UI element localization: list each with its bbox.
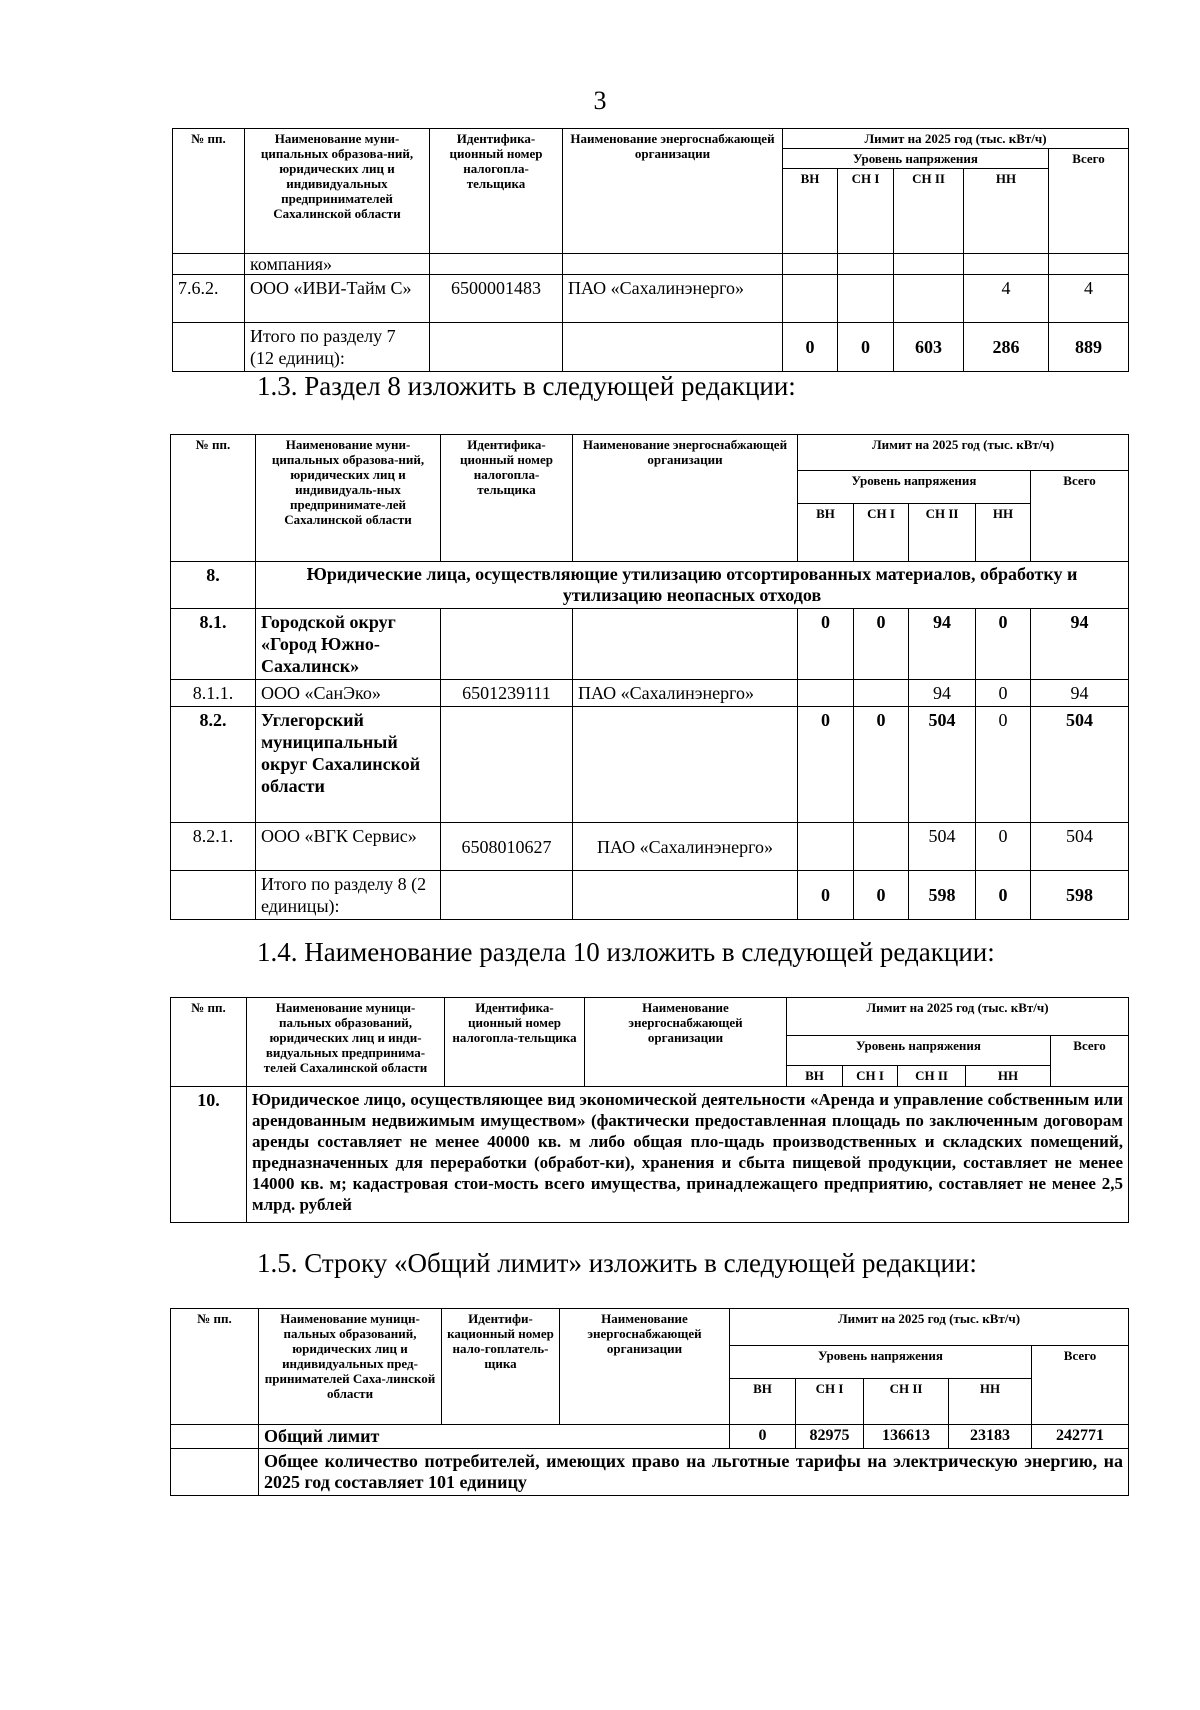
cell-sn2: 94 [909,609,976,680]
cell-num: 8.2. [171,707,256,823]
header-nn: НН [976,504,1031,562]
cell-nn: 0 [976,707,1031,823]
cell-vn: 0 [730,1425,796,1449]
cell-sn2: 504 [909,707,976,823]
cell-sn2: 603 [894,323,964,372]
table-total-limit [170,1308,1129,1496]
cell-sn1: 0 [838,323,894,372]
header-sn1: СН I [838,169,894,254]
cell-sn2: 598 [909,871,976,920]
header-level: Уровень напряжения [798,471,1031,504]
header-sn2: СН II [898,1066,966,1087]
cell-inn: 6500001483 [430,275,563,323]
heading-section-10: 1.4. Наименование раздела 10 изложить в следующей редакции: [257,937,995,967]
cell-vn: 0 [798,609,854,680]
cell-org: ПАО «Сахалинэнерго» [563,275,783,323]
page-number: 3 [593,86,607,115]
cell-org: ПАО «Сахалинэнерго» [573,823,798,871]
cell-nn: 286 [964,323,1049,372]
cell-total: 94 [1031,680,1129,707]
cell-vn: 0 [798,707,854,823]
cell-sn1: 82975 [796,1425,864,1449]
cell-nn: 0 [976,871,1031,920]
cell-nn: 0 [976,609,1031,680]
cell-inn: 6508010627 [441,823,573,871]
header-num: № пп. [171,435,256,562]
header-name: Наименование муницн-пальных образований, юридических лиц и индивидуальных пред-принимателей Саха-линской области [259,1309,442,1425]
cell-sn2: 504 [909,823,976,871]
section-num: 8. [171,562,256,609]
header-num: № пп. [171,1309,259,1425]
heading-total-limit: 1.5. Строку «Общий лимит» изложить в следующей редакции: [257,1248,977,1278]
total-limit-label: Общий лимит [259,1425,730,1449]
cell-org [573,609,798,680]
cell-total: 504 [1031,707,1129,823]
cell-sn1 [854,680,909,707]
section-title: Юридические лица, осуществляющие утилизацию отсортированных материалов, обработку и утилизацию неопасных отходов [256,562,1129,609]
header-sn1: СН I [843,1066,898,1087]
header-total: Всего [1032,1346,1129,1425]
cell-org [573,707,798,823]
header-total: Всего [1051,1036,1129,1087]
header-vn: ВН [787,1066,843,1087]
header-limit: Лимит на 2025 год (тыс. кВт/ч) [787,998,1129,1036]
cell-name: ООО «ИВИ-Тайм С» [245,275,430,323]
cell-sn1 [854,823,909,871]
cell-org [573,871,798,920]
cell-name: ООО «СанЭко» [256,680,441,707]
header-nn: НН [966,1066,1051,1087]
cell-inn [441,609,573,680]
cell-total: 598 [1031,871,1129,920]
cell-nn: 0 [976,823,1031,871]
cell-sn1: 0 [854,707,909,823]
cell-num: 7.6.2. [173,275,245,323]
header-sn1: СН I [854,504,909,562]
cell-name: Итого по разделу 7 (12 единиц): [245,323,430,372]
header-org: Наименование энергоснабжающей организации [563,129,783,254]
header-name: Наименование муници-пальных образований, юридических лиц и инди-видуальных предпринима-телей Сахалинской области [247,998,445,1087]
header-sn2: СН II [894,169,964,254]
cell-inn: 6501239111 [441,680,573,707]
table-section-8 [170,434,1129,920]
header-org: Наименование энергоснабжающей организации [585,998,787,1087]
cell-name: Углегорский муниципальный округ Сахалинской области [256,707,441,823]
header-vn: ВН [730,1379,796,1425]
header-nn: НН [964,169,1049,254]
cell-vn: 0 [798,871,854,920]
header-nn: НН [949,1379,1032,1425]
header-num: № пп. [171,998,247,1087]
cell-nn: 23183 [949,1425,1032,1449]
cell-num [171,871,256,920]
cell-total: 4 [1049,275,1129,323]
header-org: Наименование энергоснабжающей организации [560,1309,730,1425]
section-title: Юридическое лицо, осуществляющее вид экономической деятельности «Аренда и управление собственным или арендованным недвижимым имуществом» (фактически предоставленная площадь по заключенным договорам аренды составляет не менее 40000 кв. м либо общая пло-щадь производственных и складских помещений, предназначенных для переработки (обработ-ки), хранения и сбыта пищевой продукции, составляет не менее 14000 кв. м; кадастровая стои-мость всего имущества, принадлежащего предприятию, составляет не менее 2,5 млрд. рублей [247,1087,1129,1223]
header-sn2: СН II [909,504,976,562]
cell-name: Городской округ «Город Южно-Сахалинск» [256,609,441,680]
cell-name: Итого по разделу 8 (2 единицы): [256,871,441,920]
header-vn: ВН [783,169,838,254]
cell-nn: 0 [976,680,1031,707]
cell-sn2: 136613 [864,1425,949,1449]
cell-total: 94 [1031,609,1129,680]
heading-section-8: 1.3. Раздел 8 изложить в следующей редакции: [257,371,796,401]
header-level: Уровень напряжения [730,1346,1032,1379]
table-section-10 [170,997,1129,1223]
cell-sn2: 94 [909,680,976,707]
cell-vn [798,823,854,871]
cell-num: 8.1.1. [171,680,256,707]
header-limit: Лимит на 2025 год (тыс. кВт/ч) [798,435,1129,471]
cell-num: 8.1. [171,609,256,680]
cell-sn1: 0 [854,871,909,920]
cell-vn [798,680,854,707]
header-num: № пп. [173,129,245,254]
section-num: 10. [171,1087,247,1223]
consumers-note: Общее количество потребителей, имеющих право на льготные тарифы на электрическую энергию, на 2025 год составляет 101 единицу [259,1449,1129,1496]
header-inn: Идентифика-ционный номер налогопла-тельщика [441,435,573,562]
cell-total: 504 [1031,823,1129,871]
header-inn: Идентифика-ционный номер налогопла-тельщика [445,998,585,1087]
cell-vn: 0 [783,323,838,372]
header-name: Наименование муни-ципальных образова-ний, юридических лиц и индивидуаль-ных предпринимате-лей Сахалинской области [256,435,441,562]
header-sn2: СН II [864,1379,949,1425]
cell-org: ПАО «Сахалинэнерго» [573,680,798,707]
header-inn: Идентифика-ционный номер налогопла-тельщика [430,129,563,254]
header-name: Наименование муни-ципальных образова-ний, юридических лиц и индивидуальных предпринимателей Сахалинской области [245,129,430,254]
cell-name: ООО «ВГК Сервис» [256,823,441,871]
cell-inn [441,871,573,920]
cell-inn [441,707,573,823]
header-total: Всего [1049,149,1129,254]
header-level: Уровень напряжения [787,1036,1051,1066]
header-sn1: СН I [796,1379,864,1425]
cell-sn1: 0 [854,609,909,680]
cell-num: 8.2.1. [171,823,256,871]
cell-total: 242771 [1032,1425,1129,1449]
header-inn: Идентифи-кационный номер нало-гоплатель-щика [442,1309,560,1425]
header-total: Всего [1031,471,1129,562]
cell-total: 889 [1049,323,1129,372]
cell-name: компания» [245,254,430,275]
table-section-7-continuation [172,128,1129,372]
header-limit: Лимит на 2025 год (тыс. кВт/ч) [783,129,1129,149]
cell-nn: 4 [964,275,1049,323]
header-level: Уровень напряжения [783,149,1049,169]
header-limit: Лимит на 2025 год (тыс. кВт/ч) [730,1309,1129,1346]
header-org: Наименование энергоснабжающей организации [573,435,798,562]
header-vn: ВН [798,504,854,562]
